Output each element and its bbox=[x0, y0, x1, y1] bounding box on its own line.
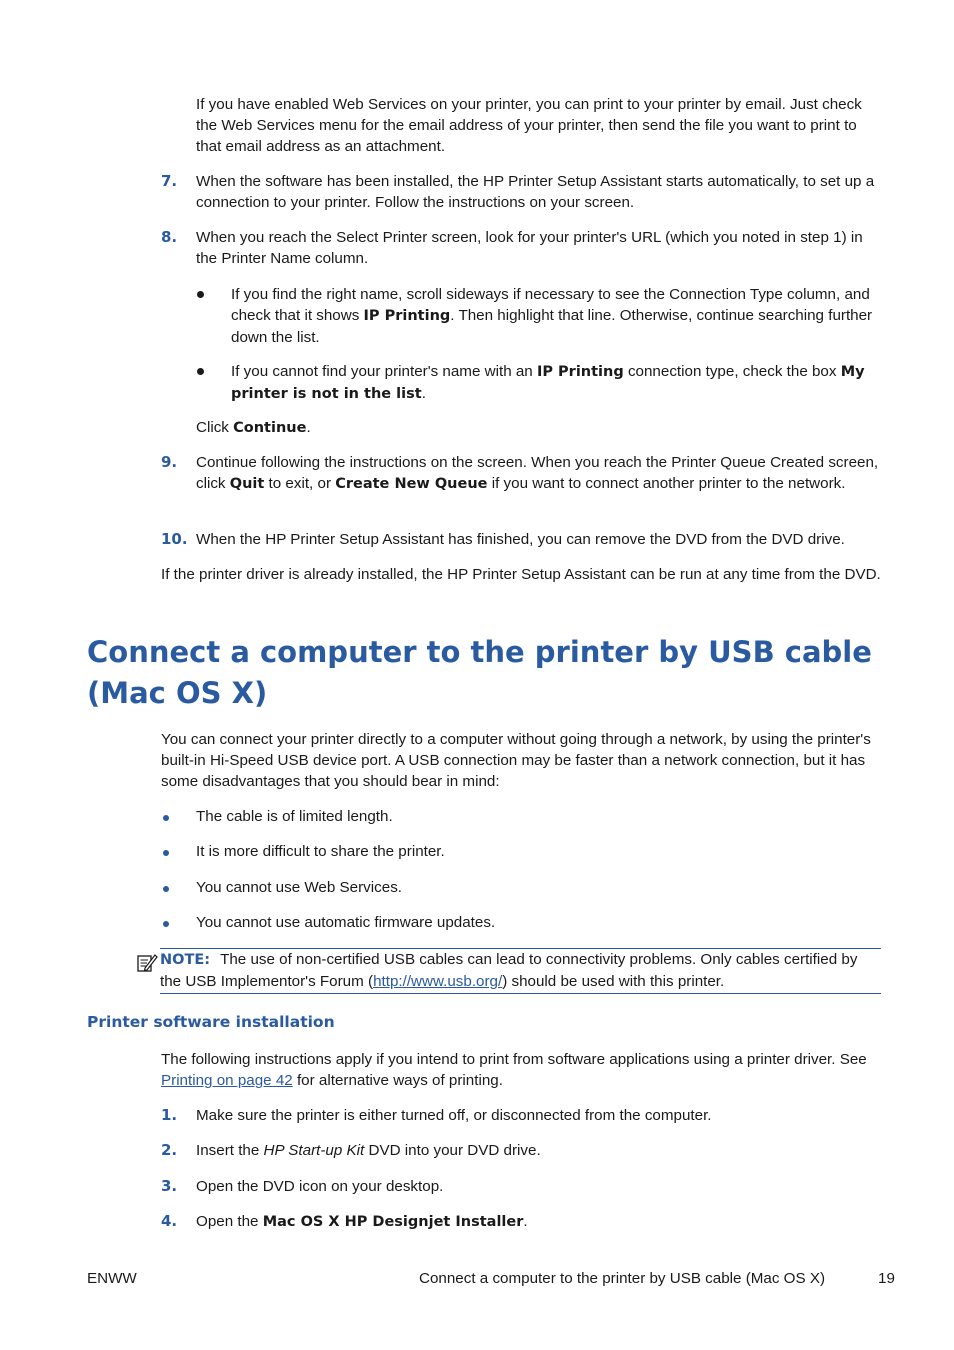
page-number: 19 bbox=[878, 1270, 895, 1287]
bullet-marker bbox=[163, 886, 169, 892]
section-intro: You can connect your printer directly to a computer without going through a network, by using the printer's built-in Hi-Speed USB device port. A USB connection may be faster than a network connection, but it has some disadvantages that you should bear in mind: bbox=[161, 731, 871, 790]
ip-printing-label: IP Printing bbox=[363, 308, 451, 324]
list-item: It is more difficult to share the printer. bbox=[196, 843, 445, 860]
bullet-marker bbox=[163, 815, 169, 821]
step-text: When the HP Printer Setup Assistant has finished, you can remove the DVD from the DVD drive. bbox=[196, 531, 845, 548]
step-text: When the software has been installed, the HP Printer Setup Assistant starts automatically, to set up a connection to your printer. Follow the instructions on your screen. bbox=[196, 173, 875, 211]
kit-name: HP Start-up Kit bbox=[263, 1142, 365, 1159]
sub-bullet-text: If you find the right name, scroll sideways if necessary to see the Connection Type column, and check that it shows IP Printing. Then highlight that line. Otherwise, continue searching further down the list. bbox=[231, 286, 873, 346]
step-text: Open the DVD icon on your desktop. bbox=[196, 1178, 444, 1195]
step-text: Make sure the printer is either turned off, or disconnected from the computer. bbox=[196, 1107, 712, 1124]
checkbox-label: My printer is not in the list bbox=[231, 364, 865, 402]
create-queue-label: Create New Queue bbox=[335, 476, 488, 492]
step-number: 9. bbox=[161, 453, 178, 471]
step-number: 1. bbox=[161, 1106, 178, 1124]
note-text-end: ) should be used with this printer. bbox=[502, 973, 725, 990]
list-item: The cable is of limited length. bbox=[196, 808, 393, 825]
continue-label: Continue bbox=[233, 420, 307, 436]
step-number: 8. bbox=[161, 228, 178, 246]
step-number: 4. bbox=[161, 1212, 178, 1230]
web-services-paragraph: If you have enabled Web Services on your printer, you can print to your printer by email. Just check the Web Services menu for the email address of your printer, then send the file you want to print to that email address as an attachment. bbox=[196, 96, 862, 155]
driver-paragraph: If the printer driver is already installed, the HP Printer Setup Assistant can be run at any time from the DVD. bbox=[161, 566, 881, 583]
bullet-marker bbox=[197, 291, 204, 298]
sub-bullet-text: If you cannot find your printer's name with an IP Printing connection type, check the box My printer is not in the list. bbox=[231, 363, 865, 402]
subsection-title: Printer software installation bbox=[87, 1013, 335, 1031]
bullet-marker bbox=[163, 921, 169, 927]
usb-org-link[interactable]: http://www.usb.org/ bbox=[373, 973, 503, 990]
step-text: Open the Mac OS X HP Designjet Installer. bbox=[196, 1213, 528, 1230]
note-label: NOTE: bbox=[160, 952, 211, 968]
note-icon bbox=[136, 952, 158, 974]
step-number: 2. bbox=[161, 1141, 178, 1159]
step-text: When you reach the Select Printer screen, look for your printer's URL (which you noted in step 1) in the Printer Name column. bbox=[196, 229, 863, 267]
list-item: You cannot use Web Services. bbox=[196, 879, 403, 896]
section-title: Connect a computer to the printer by USB cable (Mac OS X) bbox=[87, 635, 872, 710]
step-text: Continue following the instructions on the screen. When you reach the Printer Queue Created screen, click Quit to exit, or Create New Queue if you want to connect another printer to the network. bbox=[196, 454, 879, 492]
bullet-marker bbox=[197, 368, 204, 375]
list-item: You cannot use automatic firmware updates. bbox=[196, 914, 496, 931]
step-number: 7. bbox=[161, 172, 178, 190]
footer-left: ENWW bbox=[87, 1270, 137, 1287]
click-continue-text: Click Continue. bbox=[196, 419, 311, 436]
note-box bbox=[160, 948, 881, 994]
note-text: The use of non-certified USB cables can lead to connectivity problems. Only cables certified by the USB Implementor's Forum ( bbox=[160, 951, 858, 990]
quit-label: Quit bbox=[229, 476, 265, 492]
footer-title: Connect a computer to the printer by USB cable (Mac OS X) bbox=[419, 1270, 826, 1287]
printing-page-link[interactable]: Printing on page 42 bbox=[161, 1072, 293, 1089]
ip-printing-label: IP Printing bbox=[536, 364, 624, 380]
step-text: Insert the HP Start-up Kit DVD into your DVD drive. bbox=[196, 1142, 541, 1159]
step-number: 10. bbox=[161, 530, 188, 548]
bullet-marker bbox=[163, 850, 169, 856]
installer-name: Mac OS X HP Designjet Installer bbox=[262, 1214, 524, 1230]
step-number: 3. bbox=[161, 1177, 178, 1195]
subsection-intro: The following instructions apply if you intend to print from software applications using a printer driver. See Printing on page 42 for alternative ways of printing. bbox=[161, 1051, 867, 1089]
